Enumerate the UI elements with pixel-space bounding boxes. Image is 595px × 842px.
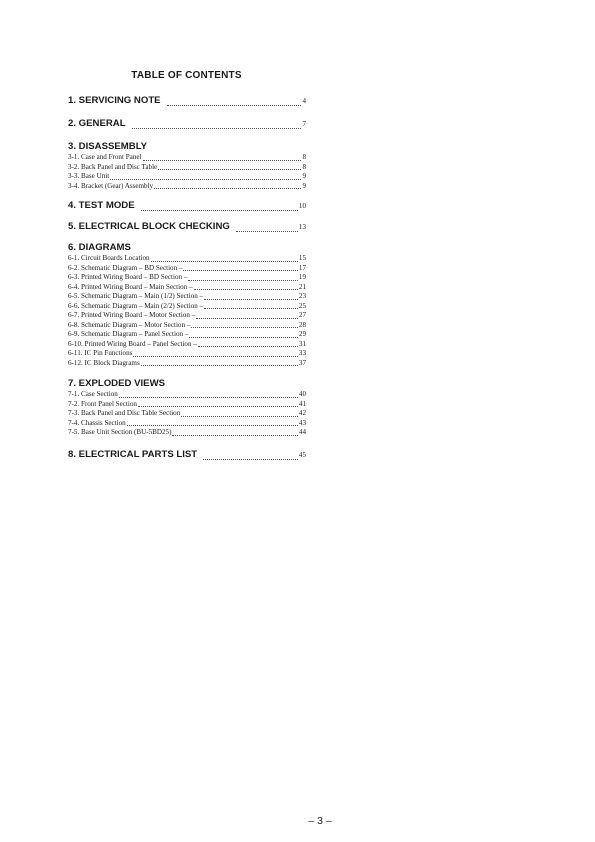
leader-dots (172, 435, 297, 436)
leader-dots (198, 346, 298, 347)
toc-entry-electrical-parts-list[interactable] (68, 448, 306, 462)
toc-entry[interactable] (68, 254, 306, 264)
toc-entry-label: 2. GENERAL (68, 118, 126, 129)
toc-entry[interactable] (68, 292, 306, 302)
toc-entry-label: 8. ELECTRICAL PARTS LIST (68, 448, 198, 460)
leader-dots (236, 231, 298, 232)
toc-entry-page: 9 (302, 172, 306, 180)
toc-entry-page: 27 (298, 311, 306, 319)
toc-entry[interactable] (68, 283, 306, 293)
toc-entry-label: 6-9. Schematic Diagram – Panel Section – (68, 330, 189, 338)
leader-dots (127, 425, 298, 426)
toc-entry[interactable] (68, 273, 306, 283)
toc-section-diagrams (68, 242, 306, 368)
toc-heading: 6. DIAGRAMS (68, 242, 131, 253)
toc-entry-label: 6-3. Printed Wiring Board – BD Section – (68, 273, 188, 281)
leader-dots (141, 365, 298, 366)
toc-entry[interactable] (68, 359, 306, 369)
toc-entry-label: 3-1. Case and Front Panel (68, 153, 142, 161)
toc-title: TABLE OF CONTENTS (131, 70, 242, 81)
toc-entry-page: 41 (298, 399, 306, 408)
toc-heading: 3. DISASSEMBLY (68, 141, 148, 152)
toc-entry[interactable] (68, 182, 306, 192)
toc-section-exploded-views (68, 378, 306, 438)
toc-entry-page: 44 (298, 428, 306, 436)
toc-entry-electrical-block-checking[interactable] (68, 220, 306, 234)
toc-entry-label: 6-11. IC Pin Functions (68, 349, 133, 357)
toc-entry[interactable] (68, 409, 306, 419)
toc-section (68, 94, 306, 108)
toc-entry-label: 7-4. Chassis Section (68, 418, 126, 427)
leader-dots (204, 299, 298, 300)
toc-section (68, 220, 306, 234)
leader-dots (119, 397, 298, 398)
toc-entry-label: 6-5. Schematic Diagram – Main (1/2) Section – (68, 292, 204, 300)
toc-entry[interactable] (68, 302, 306, 312)
toc-entry-page: 15 (298, 254, 306, 262)
toc-entry-label: 6-7. Printed Wiring Board – Motor Section – (68, 311, 196, 319)
table-of-contents (68, 94, 306, 462)
toc-entry[interactable] (68, 349, 306, 359)
toc-entry-page: 28 (298, 320, 306, 329)
leader-dots (181, 416, 298, 417)
leader-dots (183, 270, 297, 271)
leader-dots (188, 280, 298, 281)
toc-entry-label: 6-12. IC Block Diagrams (68, 358, 140, 367)
toc-entry-label: 6-8. Schematic Diagram – Motor Section – (68, 320, 191, 329)
toc-entry[interactable] (68, 400, 306, 410)
toc-entry-page: 40 (298, 390, 306, 398)
toc-entry-page: 31 (298, 339, 306, 348)
toc-entry-label: 6-4. Printed Wiring Board – Main Section – (68, 282, 193, 291)
toc-section (68, 117, 306, 131)
leader-dots (189, 337, 298, 338)
toc-entry-label: 7-2. Front Panel Section (68, 399, 137, 408)
toc-section-disassembly (68, 141, 306, 191)
leader-dots (138, 406, 298, 407)
toc-entry-page: 42 (298, 409, 306, 417)
leader-dots (110, 179, 301, 180)
toc-entry-page: 9 (302, 181, 306, 190)
toc-entry-label: 3-3. Base Unit (68, 172, 110, 180)
toc-entry[interactable] (68, 153, 306, 163)
toc-entry[interactable] (68, 264, 306, 274)
leader-dots (141, 210, 298, 211)
toc-entry-test-mode[interactable] (68, 199, 306, 213)
toc-entry-page: 43 (298, 418, 306, 427)
toc-entry-label: 7-5. Base Unit Section (BU-5BD25) (68, 428, 172, 436)
toc-entry-label: 5. ELECTRICAL BLOCK CHECKING (68, 221, 230, 232)
toc-entry-page: 7 (302, 120, 306, 128)
toc-entry[interactable] (68, 321, 306, 331)
toc-entry-label: 3-4. Bracket (Gear) Assembly (68, 181, 154, 190)
toc-entry-page: 37 (298, 358, 306, 367)
toc-entry[interactable] (68, 390, 306, 400)
leader-dots (143, 160, 302, 161)
toc-entry-page: 25 (298, 301, 306, 310)
toc-entry-label: 6-1. Circuit Boards Location (68, 254, 150, 262)
toc-heading: 7. EXPLODED VIEWS (68, 378, 166, 389)
toc-entry[interactable] (68, 340, 306, 350)
toc-entry-label: 1. SERVICING NOTE (68, 95, 161, 106)
toc-entry-label: 6-10. Printed Wiring Board – Panel Section – (68, 339, 197, 348)
leader-dots (191, 327, 298, 328)
toc-entry-page: 10 (298, 202, 306, 210)
toc-entry-general[interactable] (68, 117, 306, 131)
toc-entry-page: 13 (298, 223, 306, 231)
toc-entry-label: 7-3. Back Panel and Disc Table Section (68, 409, 181, 417)
toc-entry-page: 33 (298, 349, 306, 357)
toc-section (68, 199, 306, 213)
leader-dots (154, 188, 301, 189)
toc-entry-label: 3-2. Back Panel and Disc Table (68, 162, 158, 171)
page-number: – 3 – (308, 815, 332, 827)
toc-entry-servicing-note[interactable] (68, 94, 306, 108)
toc-entry-label: 6-2. Schematic Diagram – BD Section – (68, 263, 183, 272)
toc-entry[interactable] (68, 419, 306, 429)
toc-entry-page: 23 (298, 292, 306, 300)
toc-section (68, 448, 306, 462)
leader-dots (167, 105, 302, 106)
leader-dots (158, 169, 301, 170)
toc-entry-page: 17 (298, 263, 306, 272)
leader-dots (133, 356, 298, 357)
toc-entry-page: 8 (302, 162, 306, 171)
leader-dots (132, 128, 302, 129)
toc-entry-page: 19 (298, 273, 306, 281)
toc-entry[interactable] (68, 163, 306, 173)
toc-entry-label: 7-1. Case Section (68, 390, 118, 398)
toc-entry-page: 29 (298, 330, 306, 338)
toc-entry[interactable] (68, 428, 306, 438)
toc-entry[interactable] (68, 330, 306, 340)
toc-entry[interactable] (68, 311, 306, 321)
toc-entry-page: 45 (298, 450, 306, 459)
leader-dots (151, 261, 298, 262)
leader-dots (196, 318, 298, 319)
toc-entry[interactable] (68, 172, 306, 182)
leader-dots (194, 289, 298, 290)
toc-entry-label: 6-6. Schematic Diagram – Main (2/2) Section – (68, 301, 204, 310)
leader-dots (203, 459, 298, 460)
toc-entry-page: 21 (298, 282, 306, 291)
toc-entry-page: 8 (302, 153, 306, 161)
toc-entry-page: 4 (302, 97, 306, 105)
toc-entry-label: 4. TEST MODE (68, 200, 135, 211)
leader-dots (204, 308, 298, 309)
